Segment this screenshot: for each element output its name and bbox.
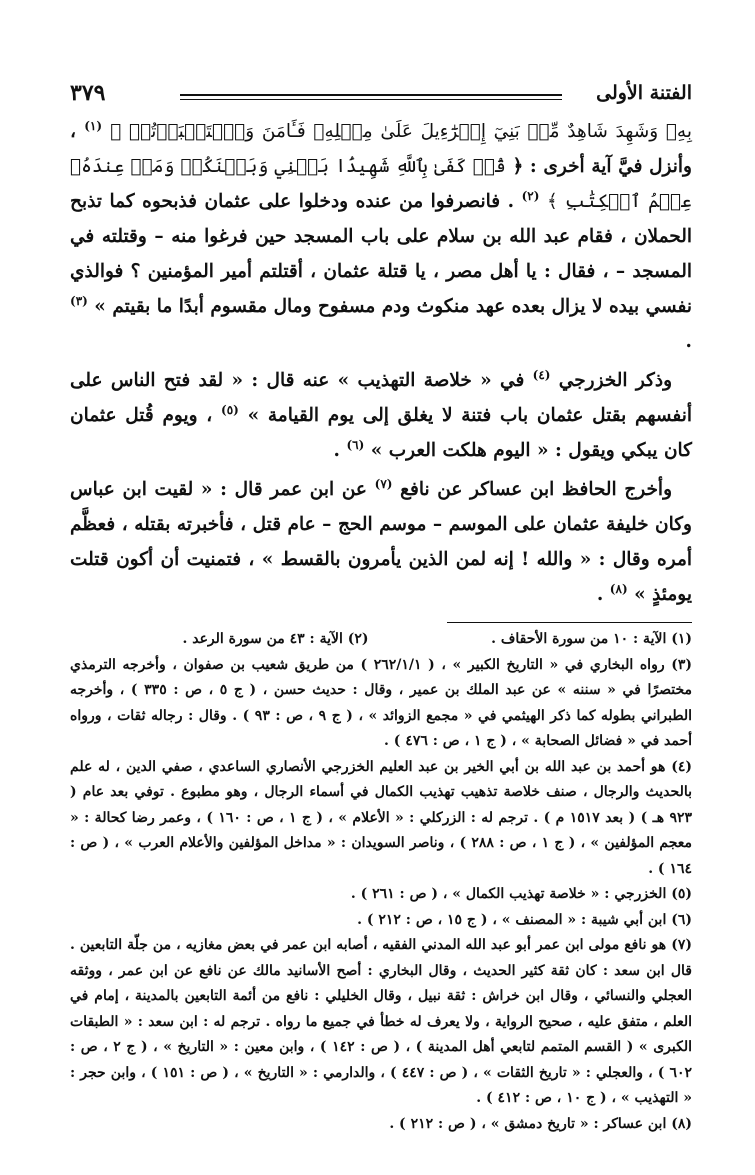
footnotes: [70, 627, 692, 1137]
footnote-ref-6[interactable]: (٦): [346, 437, 365, 452]
book-page: [70, 80, 692, 1137]
page-number: ٣٧٩: [70, 80, 106, 106]
paragraph-3-end: .: [596, 584, 604, 605]
footnote-ref-8[interactable]: (٨): [609, 581, 628, 596]
main-text: [70, 114, 692, 612]
paragraph-1: [70, 114, 692, 359]
footnote-row-1-2: [70, 627, 692, 653]
footnote-separator: [447, 622, 692, 623]
paragraph-1-text-a: ، وأنزل فيَّ آية أخرى : ﴿: [70, 121, 692, 177]
paragraph-3: [70, 472, 692, 612]
footnote-7: (٧) هو نافع مولى ابن عمر أبو عبد الله المدني الفقيه ، أصابه ابن عمر في بعض مغازيه ، من جلّة التابعين . قال ابن سعد : كان ثقة كثير الحديث ، وقال البخاري : أصح الأسانيد مالك عن نافع عن ابن عمر ، ووثقه العجلي والنسائي ، وقال ابن خراش : ثقة نبيل ، وقال الخليلي : نافع من أئمة التابعين بالمدينة ، إمام في العلم ، متفق عليه ، صحيح الرواية ، ولا يعرف له خطأ في جميع ما رواه . ترجم له : ابن سعد : « الطبقات الكبرى » ( القسم المتمم لتابعي أهل المدينة ) ، ( ص : ١٤٢ ) ، وابن معين : « التاريخ » ، ( ج ٢ ، ص : ٦٠٢ ) ، والعجلي : « تاريخ الثقات » ، ( ص : ٤٤٧ ) ، والدارمي : « التاريخ » ، ( ص : ١٥١ ) ، وابن حجر : « التهذيب » ، ( ج ١٠ ، ص : ٤١٢ ) .: [70, 937, 693, 1106]
quran-verse-2: قُلۡ كَفَىٰ بِٱللَّهِ شَهِيدَۢا بَيۡنِي وَبَيۡنَكُمۡ وَمَنۡ عِندَهُۥ عِلۡمُ ٱلۡكِتَٰبِ ﴾: [70, 156, 692, 212]
footnote-2: (٢) الآية : ٤٣ من سورة الرعد .: [182, 631, 369, 647]
footnote-ref-3[interactable]: (٣): [70, 293, 88, 308]
footnote-8: (٨) ابن عساكر : « تاريخ دمشق » ، ( ص : ٢١٢ ) .: [389, 1115, 692, 1132]
footnote-1: (١) الآية : ١٠ من سورة الأحقاف .: [491, 631, 692, 647]
paragraph-2-text-a: وذكر الخزرجي: [558, 370, 673, 391]
footnote-ref-2[interactable]: (٢): [521, 188, 540, 203]
paragraph-1-text-b: . فانصرفوا من عنده ودخلوا على عثمان فذبحوه كما تذبح الحملان ، فقام عبد الله بن سلام على باب المسجد حين فرغوا منه – وقتلته في المسجد – ، فقال : يا أهل مصر ، يا قتلة عثمان ، أقتلتم أمير المؤمنين ؟ فوالذي نفسي بيده لا يزال بعده عهد منكوث ودم مسفوح ومال مقسوم أبدًا ما بقيتم »: [70, 191, 692, 317]
footnote-ref-7[interactable]: (٧): [374, 476, 393, 491]
paragraph-2-end: .: [333, 440, 340, 461]
paragraph-1-end: .: [685, 331, 692, 352]
footnote-3: (٣) رواه البخاري في « التاريخ الكبير » ، ( ٢٦٢/١/١ ) من طريق شعيب بن صفوان ، وأخرجه الترمذي مختصرًا في « سننه » عن عبد الملك بن عمير ، وقال : حديث حسن ، ( ج ٥ ، ص : ٣٣٥ ) ، وأخرجه الطبراني بطوله كما ذكر الهيثمي في « مجمع الزوائد » ، ( ج ٩ ، ص : ٩٣ ) . وقال : رجاله ثقات ، ورواه أحمد في « فضائل الصحابة » ، ( ج ١ ، ص : ٤٧٦ ) .: [70, 656, 692, 749]
footnote-6: (٦) ابن أبي شيبة : « المصنف » ، ( ج ١٥ ، ص : ٢١٢ ) .: [357, 911, 692, 928]
running-title: الفتنة الأولى: [596, 82, 692, 104]
paragraph-3-text-a: وأخرج الحافظ ابن عساكر عن نافع: [400, 479, 673, 500]
footnote-ref-1[interactable]: (١): [84, 118, 103, 133]
footnote-ref-4[interactable]: (٤): [532, 367, 551, 382]
footnote-4: (٤) هو أحمد بن عبد الله بن أبي الخير بن عبد العليم الخزرجي الأنصاري الساعدي ، صفي الدين ، له علم بالحديث والرجال ، صنف خلاصة تذهيب تهذيب الكمال في أسماء الرجال ، وهو مطبوع . توفي بعد عام ( ٩٢٣ هـ ) ( بعد ١٥١٧ م ) . ترجم له : الزركلي : « الأعلام » ، ( ج ١ ، ص : ١٦٠ ) ، وعمر رضا كحالة : « معجم المؤلفين » ، ( ج ١ ، ص : ٢٨٨ ) ، وناصر السويدان : « مداخل المؤلفين والأعلام العرب » ، ( ص : ١٦٤ ) .: [70, 758, 693, 877]
paragraph-2-text-b: في « خلاصة التهذيب » عنه قال : « لقد فتح الناس على أنفسهم بقتل عثمان باب فتنة لا يغلق إلى يوم القيامة »: [70, 370, 692, 426]
footnote-ref-5[interactable]: (٥): [221, 402, 239, 417]
header-rule: [180, 94, 562, 100]
footnote-5: (٥) الخزرجي : « خلاصة تهذيب الكمال » ، ( ص : ٢٦١ ) .: [350, 886, 692, 902]
quran-verse-1: بِهِۦ وَشَهِدَ شَاهِدٌ مِّنۢ بَنِيٓ إِسۡرَٰٓءِيلَ عَلَىٰ مِثۡلِهِۦ فَـَٔامَنَ وَٱسۡتَكۡبَرۡتُمۡ ﴾: [110, 121, 692, 142]
paragraph-3-text-b: عن ابن عمر قال : « لقيت ابن عباس وكان خليفة عثمان على الموسم – موسم الحج – عام قتل ، فأخبرته بقتله ، فعظَّم أمره وقال : « والله ! إنه لمن الذين يأمرون بالقسط » ، فتمنيت أن أكون قتلت يومئذٍ »: [70, 479, 692, 605]
paragraph-2-text-c: ، ويوم قُتل عثمان كان يبكي ويقول : « اليوم هلكت العرب »: [70, 405, 692, 461]
page-header: [70, 80, 692, 114]
paragraph-2: [70, 363, 692, 468]
